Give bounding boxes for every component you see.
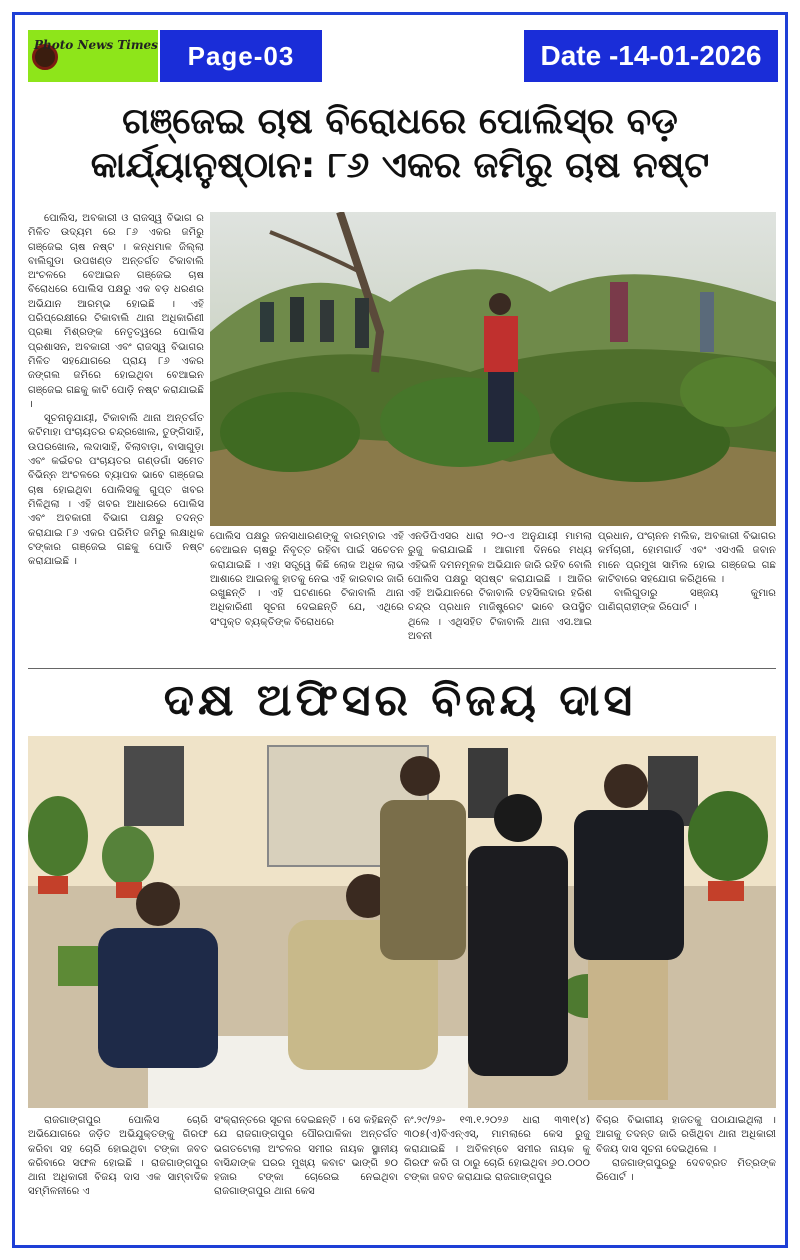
cannabis-field-photo (210, 212, 776, 526)
story2-paragraph: ସଂକ୍ରାନ୍ତରେ ସୂଚନା ଦେଇଛନ୍ତି । ସେ କହିଛନ୍ତି ଯେ ରାଜଗାଙ୍ଗପୁର ପୌରପାଳିକା ଅନ୍ତର୍ଗତ ଭଗତଟୋଲା ଅଂଚଳର ସମୀର ନାୟକ ସ୍ଥାନୀୟ ବାସିନ୍ଦାଙ୍କ ଘରର ମୁଖ୍ୟ କବାଟ ଭାଙ୍ଗି ୭୦ ହଜାର ଟଙ୍କା ଚୋରେଇ ନେଇଥିବା ରାଜଗାଙ୍ଗପୁର ଥାନା କେସ (214, 1115, 398, 1198)
masthead (28, 30, 778, 82)
story1-paragraph: ସୂଚନାନୁଯାୟୀ, ଟିକାବାଲି ଥାନା ଅନ୍ତର୍ଗତ କଟିମାହା ପଂଚାୟତର ଚନ୍ଦ୍ରଖୋଲ, ତୁଙ୍ଗିସାହି, ଉପରଖୋଲ, ଲଦାସାହି, ବିଲାବାଡ଼ା, ବାସାଗୁଡ଼ା ଏବଂ କଇଁଚର ପଂଚାୟତର ଗଣ୍ଡଗାଁ ସମେତ ବିଭିନ୍ନ ଅଂଚଳରେ ବ୍ୟାପକ ଭାବେ ଗଞ୍ଜେଇ ଚାଷ ହୋଇଥିବା ପୋଲିସକୁ ଗୁପ୍ତ ଖବର ମିଳିଥିଲା । ଏହି ଖବର ଆଧାରରେ ପୋଲିସ ଏବଂ ଅବକାରୀ ବିଭାଗ ପକ୍ଷରୁ ତଦନ୍ତ କରାଯାଇ ୮୬ ଏକର ପରିମିତ ଜମିରୁ ଲକ୍ଷାଧିକ ଟଙ୍କାର ଗଞ୍ଜେଇ ଗଛକୁ ପୋଡି ନଷ୍ଟ କରାଯାଇଛି । (28, 413, 204, 568)
story1-headline-line2: କାର୍ଯ୍ୟାନୁଷ୍ଠାନ: ୮୬ ଏକର ଜମିରୁ ଚାଷ ନଷ୍ଟ (90, 145, 710, 186)
logo-text: Photo News Times (34, 38, 158, 52)
story2-byline: ରାଜଗାଙ୍ଗପୁରରୁ ଦେବବ୍ରତ ମିତ୍ରଙ୍କ ରିପୋର୍ଟ । (596, 1157, 776, 1184)
story1-byline: ବାଲିଗୁଡାରୁ ସଞ୍ଜୟ କୁମାର ପାଣିଗ୍ରାହୀଙ୍କ ରିପୋର୍ଟ । (598, 588, 776, 614)
story2-paragraph: ରାଜଗାଙ୍ଗପୁର ପୋଲିସ ଚୋରି ଅଭିଯୋଗରେ ଜଡ଼ିତ ଅଭିଯୁକ୍ତଙ୍କୁ ଗିରଫ କରିବା ସହ ଚୋରି ହୋଇଥିବା ଟଙ୍କା ଜବତ କରିବାରେ ସଫଳ ହୋଇଛି । ରାଜଗାଙ୍ଗପୁର ଥାନା ଅଧିକାରୀ ବିଜୟ ଦାସ ଏକ ସାମ୍ବାଦିକ ସମ୍ମିଳନୀରେ ଏ (28, 1115, 208, 1198)
story2-column-4 (596, 1114, 776, 1185)
issue-date: Date -14-01-2026 (524, 30, 778, 82)
story1-headline-line1: ଗଞ୍ଜେଇ ଚାଷ ବିରୋଧରେ ପୋଲିସ୍‌ର ବଡ଼ (122, 101, 678, 142)
story1-column-1 (28, 212, 204, 569)
story1-photo (210, 212, 776, 526)
story2-paragraph: ନଂ.୨୯/୨୬- ୧୩.୧.୨୦୨୬ ଧାରା ୩୩୧(୪) ୩୦୫(ଏ)ବିଏନ୍ଏସ୍, ମାମଲାରେ କେସ ରୁଜୁ କରାଯାଇଛି । ଅବିଳମ୍ବେ ସମୀର ନାୟକ କୁ ଗିରଫ କରି ତା ଠାରୁ ଚୋରି ହୋଇଥିବା ୬୦.୦୦୦ ଟଙ୍କା ଜବତ କରାଯାଇ ରାଜଗାଙ୍ଗପୁର (404, 1115, 590, 1184)
story1-paragraph: ଏନଡିପିଏସର ଧାରା ୨୦-ଏ ଅନୁଯାୟୀ ମାମଲା ରୁଜୁ କରାଯାଇଛି । ଆଗାମୀ ଦିନରେ ମଧ୍ୟ ଏହିଭଳି ଦମନମୂଳକ ଅଭିଯାନ ଜାରି ରହିବ ବୋଲି ପୋଲିସ ପକ୍ଷରୁ ସ୍ପଷ୍ଟ କରାଯାଇଛି । ଆଜିର ଏହି ଅଭିଯାନରେ ଟିକାବାଲି ତହସିଲଦାର ହରିଶ ଚନ୍ଦ୍ର ପ୍ରଧାନ ମାଜିଷ୍ଟ୍ରେଟ ଭାବେ ଉପସ୍ଥିତ ଥିଲେ । ଏଥିସହିତ ଟିକାବାଲି ଥାନା ଏସ.ଆଇ ଅବନୀ (408, 531, 592, 643)
story2-headline: ଦକ୍ଷ ଅଫିସର ବିଜୟ ଦାସ (163, 675, 637, 726)
story1-paragraph: ପ୍ରଧାନ, ପଂଚାନନ ମଲିକ, ଅବକାରୀ ବିଭାଗର କର୍ମଚାରୀ, ହୋମଗାର୍ଡ ଏବଂ ଏସଏଲି ଜବାନ ମାନେ ପ୍ରମୁଖ ସାମିଲ ହୋଇ ଗଞ୍ଜେଇ ଗଛ କାଟିବାରେ ସହଯୋଗ କରିଥିଲେ । (598, 531, 776, 585)
story2-photo (28, 736, 776, 1108)
story1-paragraph: ପୋଲିସ ପକ୍ଷରୁ ଜନସାଧାରଣଙ୍କୁ ବାରମ୍ବାର ଏହି ବେଆଇନ ଚାଷରୁ ନିବୃତ୍ତ ରହିବା ପାଇଁ ସଚେତନ କରାଯାଇଛି । ଏହା ସତ୍ତ୍ୱେ କିଛି ଲୋକ ଅଧିକ ଲାଭ ଆଶାରେ ଆଇନକୁ ହାତକୁ ନେଇ ଏହି କାରବାର ଜାରି ରଖୁଛନ୍ତି । ଏହି ଘଟଣାରେ ଟିକାବାଲି ଥାନା ଅଧିକାରିଣୀ ସୂଚନା ଦେଇଛନ୍ତି ଯେ, ଏଥିରେ ସଂପୃକ୍ତ ବ୍ୟକ୍ତିଙ୍କ ବିରୋଧରେ (210, 531, 404, 628)
story2-column-3 (404, 1114, 590, 1185)
story2-column-2 (214, 1114, 398, 1200)
page-number: Page-03 (160, 30, 322, 82)
story1-headline (24, 100, 776, 188)
story1-column-3 (408, 530, 592, 644)
section-divider (28, 668, 776, 669)
police-station-photo (28, 736, 776, 1108)
newspaper-logo (28, 30, 158, 82)
story2-paragraph: ବିଚାର ବିଭାଗୀୟ ହାଜତକୁ ପଠାଯାଇଥିଲା । ଆଗକୁ ତଦନ୍ତ ଜାରି ରଖିଥିବା ଥାନା ଅଧିକାରୀ ବିଜୟ ଦାସ ସୂଚନା ଦେଇଥିଲେ । (596, 1115, 776, 1155)
story1-column-4 (598, 530, 776, 616)
story1-paragraph: ପୋଲିସ, ଅବକାରୀ ଓ ରାଜସ୍ୱ ବିଭାଗ ର ମିଳିତ ଉଦ୍ୟମ ରେ ୮୬ ଏକର ଜମିରୁ ଗଞ୍ଜେଇ ଚାଷ ନଷ୍ଟ । କନ୍ଧମାଳ ଜିଲ୍ଲା ବାଲିଗୁଡା ଉପଖଣ୍ଡ ଅନ୍ତର୍ଗତ ଟିକାବାଲି ଅଂଚଳରେ ବେଆଇନ ଗଞ୍ଜେଇ ଚାଷ ବିରୋଧରେ ପୋଲିସ ପକ୍ଷରୁ ଏକ ବଡ଼ ଧରଣର ଅଭିଯାନ ଆରମ୍ଭ ହୋଇଛି । ଏହି ପରିପ୍ରେକ୍ଷୀରେ ଟିକାବାଲି ଥାନା ଅଧିକାରିଣୀ ପ୍ରଜ୍ଞା ମିଶ୍ରଙ୍କ ନେତୃତ୍ୱରେ ପୋଲିସ ପ୍ରଶାସନ, ଅବକାରୀ ଏବଂ ରାଜସ୍ୱ ବିଭାଗର ମିଳିତ ସହଯୋଗରେ ପ୍ରାୟ ୮୬ ଏକର ଜଙ୍ଗଲ ଜମିରେ ହୋଇଥିବା ବେଆଇନ ଗଞ୍ଜେଇ ଗଛକୁ କାଟି ପୋଡ଼ି ନଷ୍ଟ କରାଯାଇଛି । (28, 213, 204, 410)
story2-column-1 (28, 1114, 208, 1200)
story1-column-2 (210, 530, 404, 630)
